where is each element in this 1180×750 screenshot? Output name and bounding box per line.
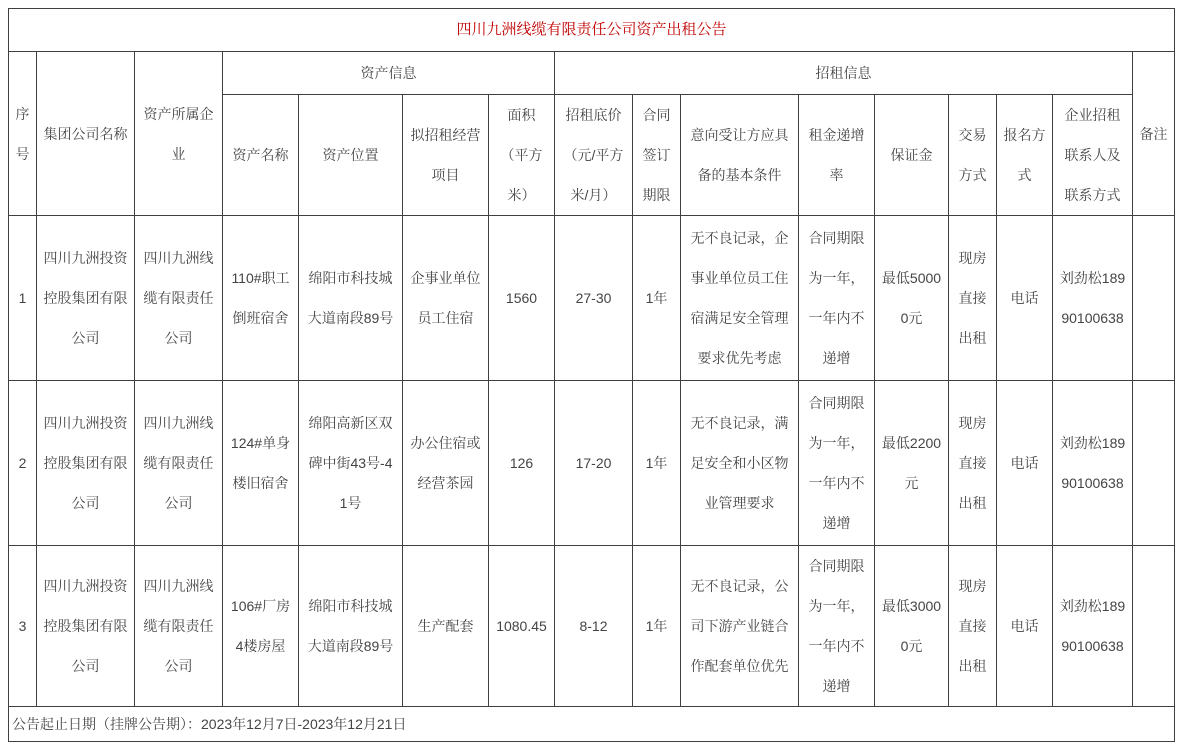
cell-area: 1560 — [489, 216, 555, 381]
table-row-3 — [9, 546, 1175, 707]
asset-rental-table — [8, 8, 1175, 742]
header-planned-business: 拟招租经营项目 — [403, 95, 489, 216]
cell-rent-increase-rate: 合同期限为一年，一年内不递增 — [799, 216, 875, 381]
header-asset-owner: 资产所属企业 — [135, 52, 223, 216]
cell-planned-business: 企事业单位员工住宿 — [403, 216, 489, 381]
cell-asset-name: 106#厂房4楼房屋 — [223, 546, 299, 707]
header-area: 面积（平方米） — [489, 95, 555, 216]
cell-asset-owner: 四川九洲线缆有限责任公司 — [135, 216, 223, 381]
cell-base-price: 27-30 — [555, 216, 633, 381]
header-remark: 备注 — [1133, 52, 1175, 216]
header-base-price: 招租底价（元/平方米/月） — [555, 95, 633, 216]
cell-planned-business: 办公住宿或经营茶园 — [403, 381, 489, 546]
cell-contract-term: 1年 — [633, 216, 681, 381]
announcement-period: 公告起止日期（挂牌公告期）：2023年12月7日-2023年12月21日 — [9, 707, 1175, 742]
cell-trade-method: 现房直接出租 — [949, 381, 997, 546]
header-deposit: 保证金 — [875, 95, 949, 216]
cell-asset-owner: 四川九洲线缆有限责任公司 — [135, 546, 223, 707]
header-signup-method: 报名方式 — [997, 95, 1053, 216]
cell-seq: 1 — [9, 216, 37, 381]
header-transferee-conditions: 意向受让方应具备的基本条件 — [681, 95, 799, 216]
cell-contract-term: 1年 — [633, 381, 681, 546]
cell-area: 1080.45 — [489, 546, 555, 707]
cell-planned-business: 生产配套 — [403, 546, 489, 707]
cell-transferee-conditions: 无不良记录，公司下游产业链合作配套单位优先 — [681, 546, 799, 707]
cell-remark — [1133, 546, 1175, 707]
header-rent-increase-rate: 租金递增率 — [799, 95, 875, 216]
cell-trade-method: 现房直接出租 — [949, 546, 997, 707]
cell-asset-location: 绵阳市科技城大道南段89号 — [299, 216, 403, 381]
cell-contract-term: 1年 — [633, 546, 681, 707]
cell-signup-method: 电话 — [997, 216, 1053, 381]
table-row-2 — [9, 381, 1175, 546]
cell-transferee-conditions: 无不良记录，企事业单位员工住宿满足安全管理要求优先考虑 — [681, 216, 799, 381]
header-band-row — [9, 52, 1175, 95]
cell-signup-method: 电话 — [997, 546, 1053, 707]
cell-signup-method: 电话 — [997, 381, 1053, 546]
cell-asset-location: 绵阳市科技城大道南段89号 — [299, 546, 403, 707]
cell-remark — [1133, 381, 1175, 546]
header-asset-name: 资产名称 — [223, 95, 299, 216]
table-row-1 — [9, 216, 1175, 381]
header-rent-info-group: 招租信息 — [555, 52, 1133, 95]
cell-remark — [1133, 216, 1175, 381]
cell-contact: 刘劲松18990100638 — [1053, 381, 1133, 546]
cell-contact: 刘劲松18990100638 — [1053, 216, 1133, 381]
cell-deposit: 最低50000元 — [875, 216, 949, 381]
title-row — [9, 9, 1175, 52]
cell-deposit: 最低30000元 — [875, 546, 949, 707]
cell-group-company: 四川九洲投资控股集团有限公司 — [37, 216, 135, 381]
cell-asset-name: 124#单身楼旧宿舍 — [223, 381, 299, 546]
cell-base-price: 17-20 — [555, 381, 633, 546]
header-seq: 序号 — [9, 52, 37, 216]
cell-group-company: 四川九洲投资控股集团有限公司 — [37, 546, 135, 707]
cell-asset-location: 绵阳高新区双碑中街43号-41号 — [299, 381, 403, 546]
cell-trade-method: 现房直接出租 — [949, 216, 997, 381]
cell-seq: 2 — [9, 381, 37, 546]
header-group-company: 集团公司名称 — [37, 52, 135, 216]
cell-base-price: 8-12 — [555, 546, 633, 707]
header-contact: 企业招租联系人及联系方式 — [1053, 95, 1133, 216]
cell-seq: 3 — [9, 546, 37, 707]
page-title: 四川九洲线缆有限责任公司资产出租公告 — [9, 9, 1175, 52]
cell-asset-owner: 四川九洲线缆有限责任公司 — [135, 381, 223, 546]
header-contract-term: 合同签订期限 — [633, 95, 681, 216]
cell-transferee-conditions: 无不良记录，满足安全和小区物业管理要求 — [681, 381, 799, 546]
header-asset-info-group: 资产信息 — [223, 52, 555, 95]
footer-row — [9, 707, 1175, 742]
cell-asset-name: 110#职工倒班宿舍 — [223, 216, 299, 381]
cell-group-company: 四川九洲投资控股集团有限公司 — [37, 381, 135, 546]
cell-rent-increase-rate: 合同期限为一年，一年内不递增 — [799, 546, 875, 707]
cell-contact: 刘劲松18990100638 — [1053, 546, 1133, 707]
cell-deposit: 最低2200元 — [875, 381, 949, 546]
header-asset-location: 资产位置 — [299, 95, 403, 216]
cell-area: 126 — [489, 381, 555, 546]
header-trade-method: 交易方式 — [949, 95, 997, 216]
cell-rent-increase-rate: 合同期限为一年，一年内不递增 — [799, 381, 875, 546]
